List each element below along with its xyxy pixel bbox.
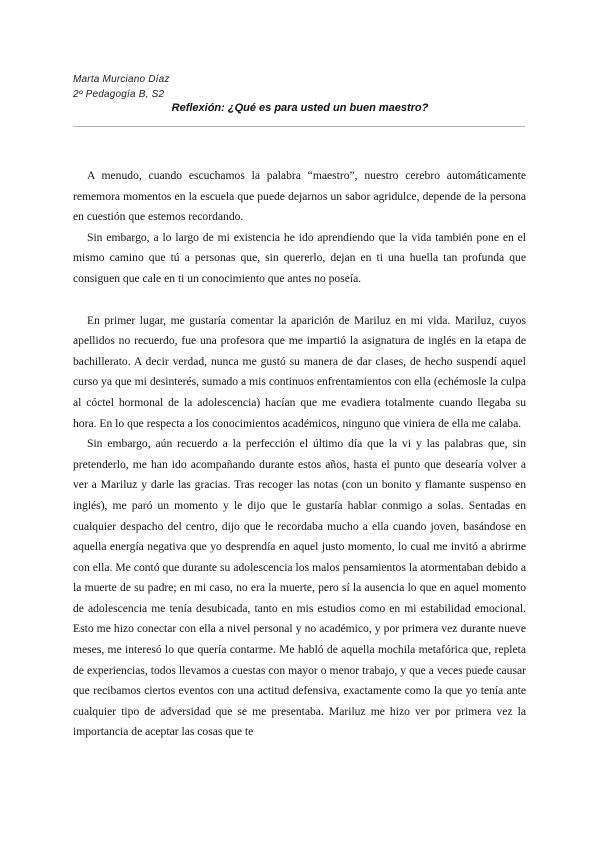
- paragraph-3: En primer lugar, me gustaría comentar la aparición de Mariluz en mi vida. Mariluz, cuyos apellidos no recuerdo, fue una profesora que me impartió la asignatura de inglés en la etapa de bachillerato. A decir verdad, nunca me gustó su manera de dar clases, de hecho suspendí aquel curso ya que mi desinterés, sumado a mis continuos enfrentamientos con ella (echémosle la culpa al cóctel hormonal de la adolescencia) hacían que me evadiera totalmente cuando llegaba su hora. En lo que respecta a los conocimientos académicos, ninguno que viniera de ella me calaba.: [73, 313, 526, 430]
- header-divider: [73, 126, 525, 127]
- author-name: Marta Murciano Díaz: [73, 74, 170, 85]
- paragraph-4: Sin embargo, aún recuerdo a la perfección el último día que la vi y las palabras que, sin pretenderlo, me han ido acompañando durante estos años, hasta el punto que desearía volver a ver a Mariluz y darle las gracias. Tras recoger las notas (con un bonito y flamante suspenso en inglés), me paró un momento y le dijo que le gustaría hablar conmigo a solas. Sentadas en cualquier despacho del centro, dijo que le recordaba mucho a ella cuando joven, basándose en aquella energía negativa que yo desprendía en aquel justo momento, lo cual me invitó a abrirme con ella. Me contó que durante su adolescencia los malos pensamientos la atormentaban debido a la muerte de su padre; en mi caso, no era la muerte, pero sí la ausencia lo que en aquel momento de adolescencia me tenía desubicada, tanto en mis estudios como en mi estabilidad emocional. Esto me hizo conectar con ella a nivel personal y no académico, y por primera vez durante nueve meses, me interesó lo que quería contarme. Me habló de aquella mochila metafórica que, repleta de experiencias, todos llevamos a cuestas con mayor o menor trabajo, y que a veces puede causar que recibamos ciertos eventos con una actitud defensiva, exactamente como la que yo tenía ante cualquier tipo de adversidad que se me presentaba. Mariluz me hizo ver por primera vez la importancia de aceptar las cosas que te: [73, 437, 526, 739]
- document-body: [73, 166, 526, 743]
- course-group: 2º Pedagogía B, S2: [73, 89, 165, 100]
- paragraph-2: Sin embargo, a lo largo de mi existencia he ido aprendiendo que la vida también pone en el mismo camino que tú a personas que, sin quererlo, dejan en ti una huella tan profunda que consiguen que cale en ti un conocimiento que antes no poseía.: [73, 230, 526, 285]
- paragraph-1: A menudo, cuando escuchamos la palabra “maestro”, nuestro cerebro automáticamente rememora momentos en la escuela que puede dejarnos un sabor agridulce, depende de la persona en cuestión que estemos recordando.: [73, 169, 526, 224]
- document-title: Reflexión: ¿Qué es para usted un buen maestro?: [171, 102, 429, 114]
